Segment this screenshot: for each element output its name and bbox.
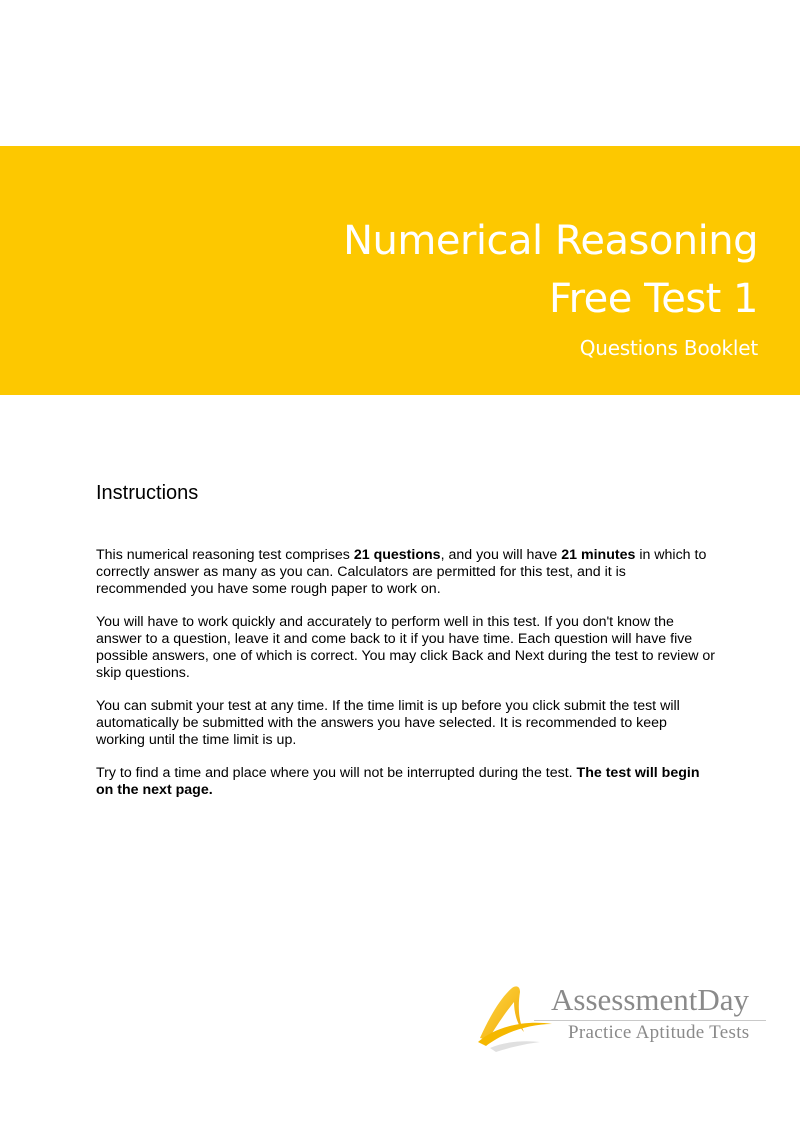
p1-text-a: This numerical reasoning test comprises <box>96 547 354 563</box>
p1-text-e: in which to correctly answer as many as you can. Calculators are permitted for this test, and it is recommended you have some rough paper to work on. <box>96 547 707 597</box>
logo-divider <box>534 1020 766 1021</box>
p4-emphasis: The test will begin on the next page. <box>96 765 700 799</box>
paragraph-3: You can submit your test at any time. If the time limit is up before you click submit the test will automatically be submitted with the answers you have selected. It is recommended to keep working until the time limit is up. <box>96 698 680 748</box>
instructions-heading: Instructions <box>96 482 199 504</box>
subtitle: Questions Booklet <box>579 336 758 360</box>
p1-time-limit: 21 minutes <box>561 547 636 563</box>
logo-name: AssessmentDay <box>551 982 750 1017</box>
paragraph-4 <box>96 765 716 799</box>
p1-questions-count: 21 questions <box>353 547 441 563</box>
assessmentday-logo <box>474 980 774 1055</box>
paragraph-1 <box>96 547 716 597</box>
swoosh-a-logo-icon <box>474 980 554 1055</box>
title-line-1: Numerical Reasoning <box>343 218 758 264</box>
title-banner <box>0 146 800 395</box>
title-line-2: Free Test 1 <box>548 276 758 322</box>
p1-text-c: , and you will have <box>440 547 562 563</box>
instructions-body <box>96 547 716 816</box>
paragraph-2: You will have to work quickly and accurately to perform well in this test. If you don't know the answer to a question, leave it and come back to it if you have time. Each question will have five possible answers, one of which is correct. You may click Back and Next during the test to review or skip questions. <box>96 614 716 681</box>
p4-text-a: Try to find a time and place where you will not be interrupted during the test. <box>96 765 577 782</box>
logo-tagline: Practice Aptitude Tests <box>568 1022 750 1043</box>
